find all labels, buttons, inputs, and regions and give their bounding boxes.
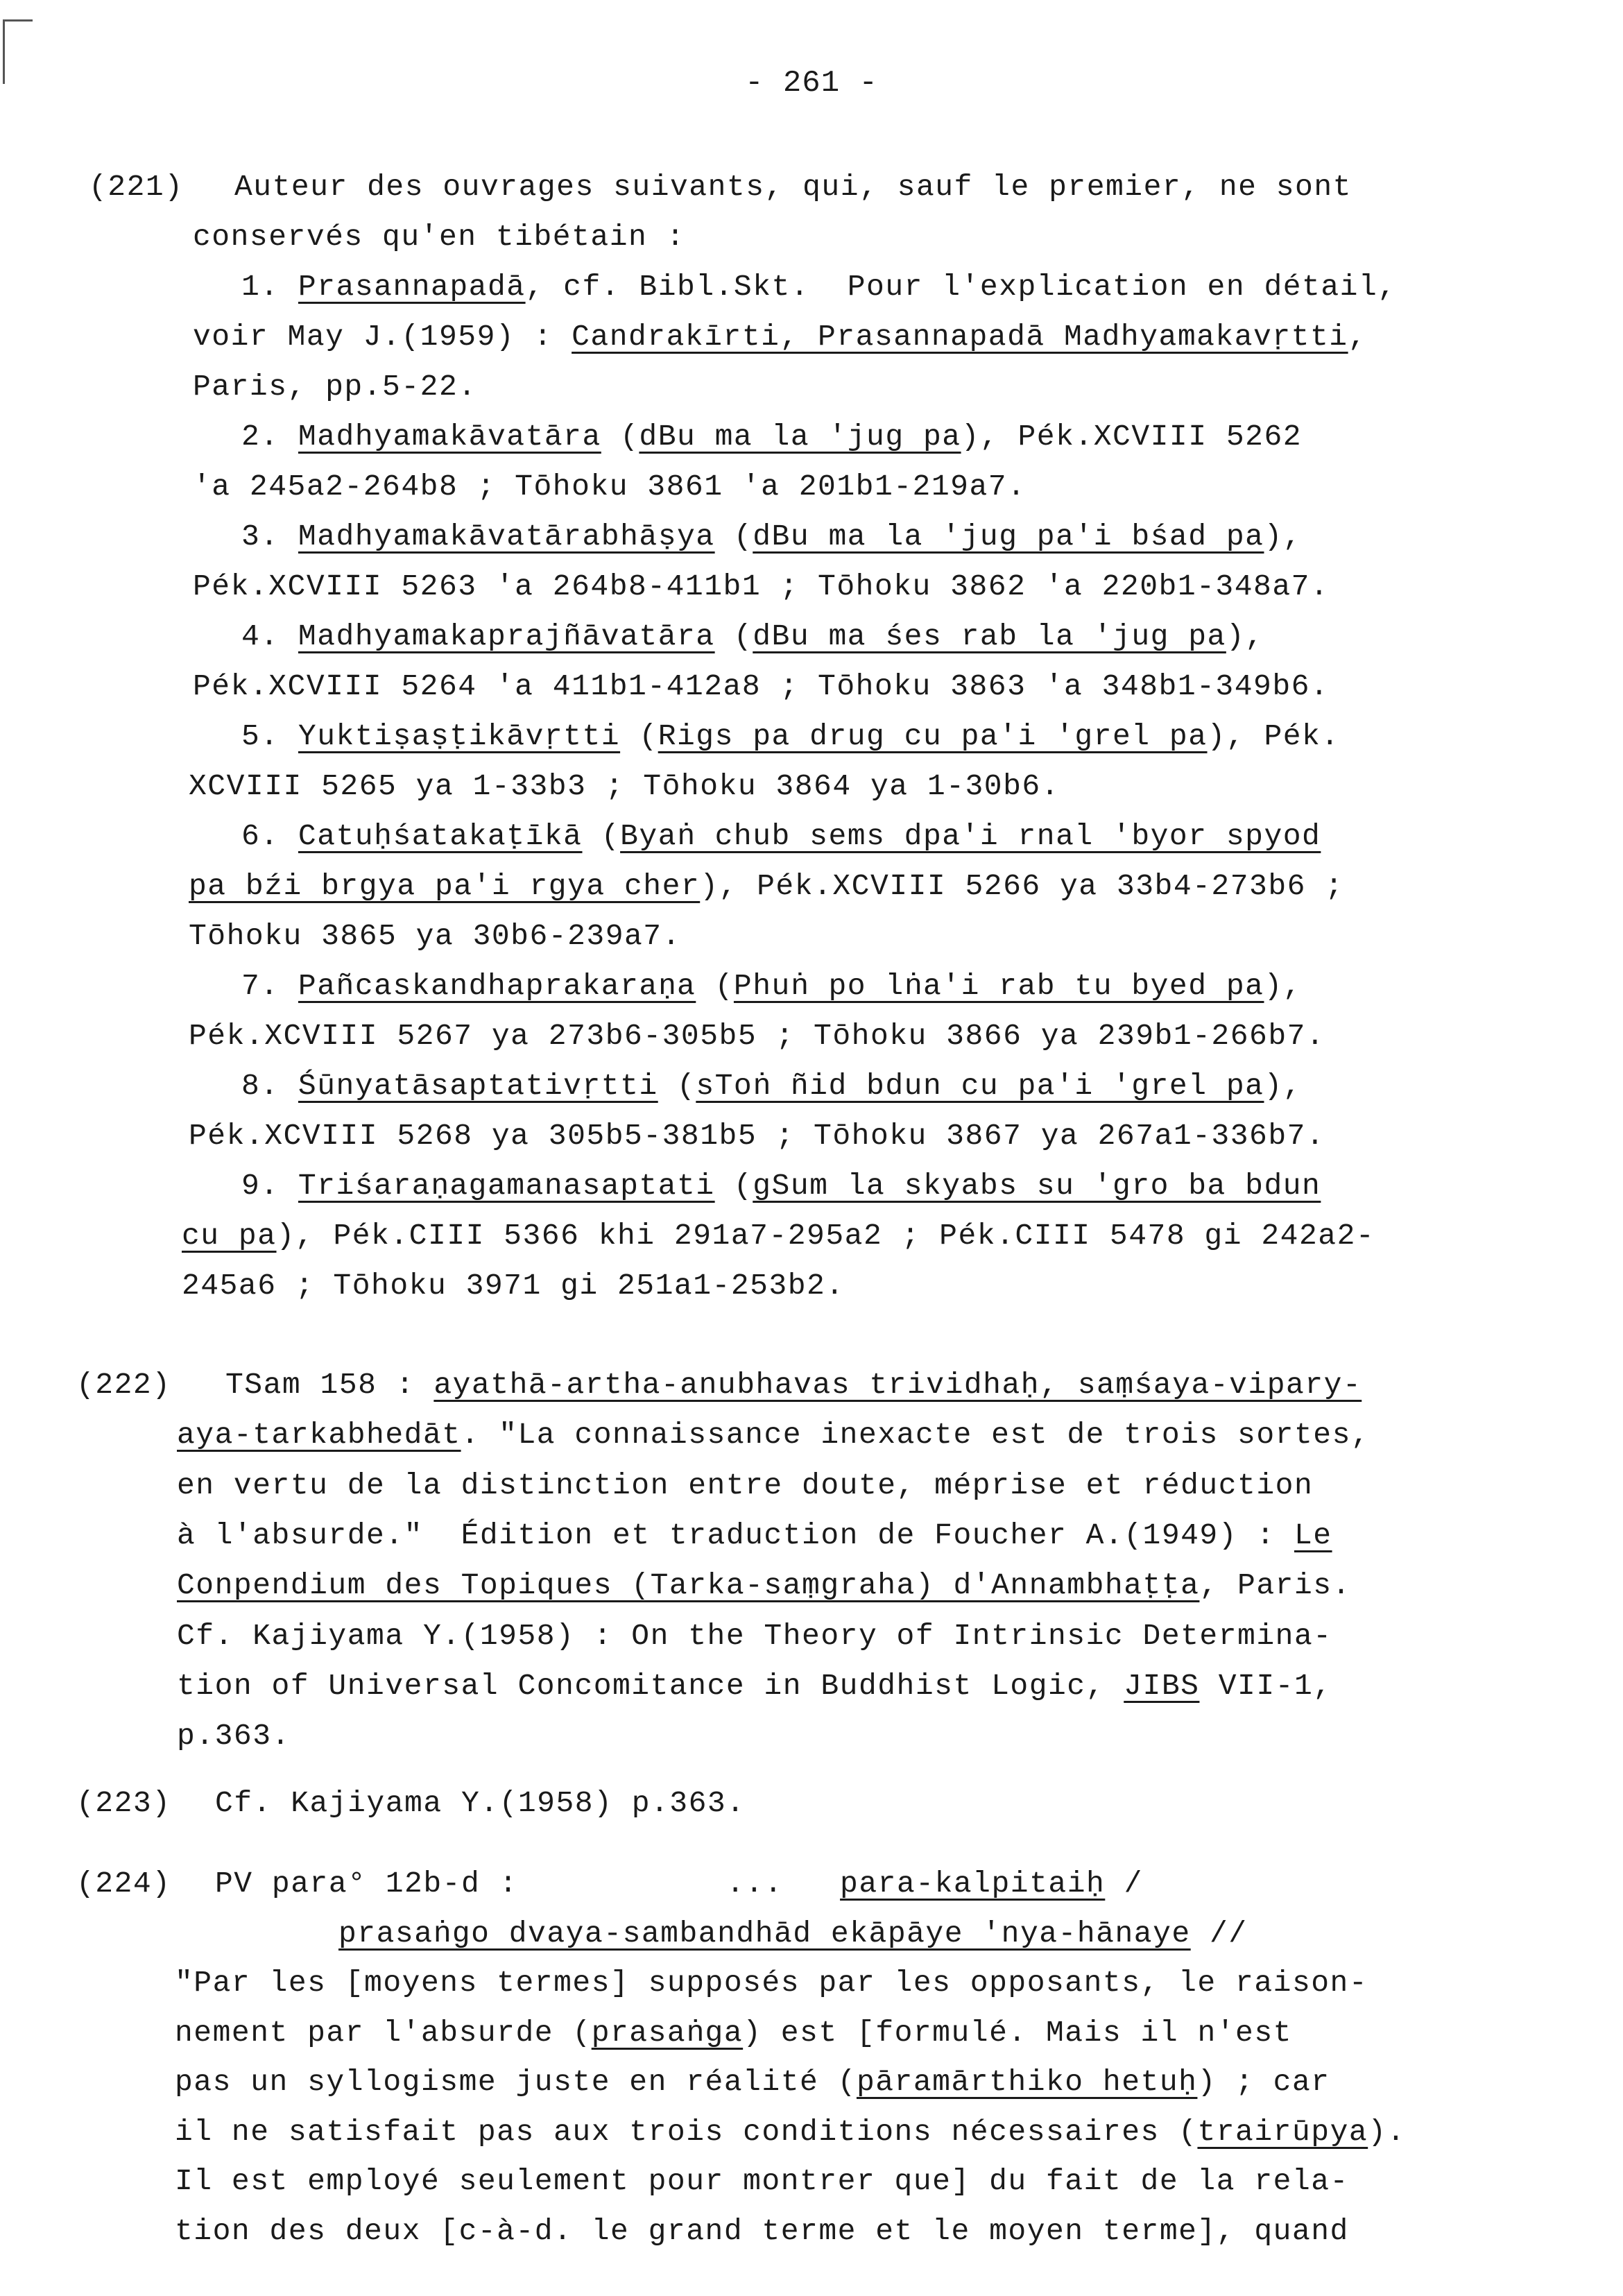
text-segment: /: [1105, 1867, 1143, 1901]
note-line: [175, 1968, 1368, 1998]
text-segment: , cf. Bibl.Skt. Pour l'explication en détail,: [525, 270, 1397, 304]
text-segment: Cf. Kajiyama Y.(1958) p.363.: [215, 1786, 746, 1820]
text-segment: (: [714, 1169, 753, 1203]
note-line: [177, 1468, 1314, 1502]
note-line: [241, 422, 1302, 452]
text-segment: à l'absurde." Édition et traduction de Foucher A.(1949) :: [177, 1518, 1294, 1552]
text-segment: 'a 245a2-264b8 ; Tōhoku 3861 'a 201b1-219a7.: [193, 470, 1027, 504]
underlined-title: Śūnyatāsaptativṛtti: [298, 1069, 658, 1103]
note-line: [177, 1719, 291, 1754]
underlined-title: cu pa: [182, 1219, 277, 1253]
page-number: - 261 -: [745, 66, 878, 101]
text-segment: en vertu de la distinction entre doute, méprise et réduction: [177, 1468, 1314, 1502]
text-segment: Paris, pp.5-22.: [193, 370, 477, 404]
text-segment: (: [714, 619, 753, 653]
note-line: [241, 971, 1302, 1001]
text-segment: il ne satisfait pas aux trois conditions nécessaires (: [175, 2114, 1198, 2149]
text-segment: XCVIII 5265 ya 1-33b3 ; Tōhoku 3864 ya 1-30b6.: [189, 769, 1060, 803]
note-line: [177, 1418, 1371, 1453]
note-line: [193, 222, 685, 252]
text-segment: PV para° 12b-d : ...: [215, 1867, 841, 1901]
note-line: [234, 172, 1352, 202]
text-segment: conservés qu'en tibétain :: [193, 220, 685, 254]
text-segment: voir May J.(1959) :: [193, 320, 572, 354]
note-line: [175, 2166, 1349, 2196]
note-line: [193, 372, 477, 402]
underlined-title: Catuḥśatakaṭīkā: [298, 819, 583, 853]
underlined-title: Conpendium des Topiques (Tarka-saṃgraha) d'Annambhaṭṭa: [177, 1568, 1200, 1603]
note-line: [193, 322, 1367, 352]
text-segment: Pék.XCVIII 5264 'a 411b1-412a8 ; Tōhoku 3863 'a 348b1-349b6.: [193, 669, 1330, 703]
text-segment: . "La connaissance inexacte est de trois sortes,: [461, 1418, 1371, 1453]
note-line: [177, 1568, 1351, 1603]
text-segment: 7.: [241, 969, 298, 1003]
text-segment: "Par les [moyens termes] supposés par les opposants, le raison-: [175, 1966, 1368, 2000]
underlined-title: aya-tarkabhedāt: [177, 1418, 461, 1453]
note-line: [338, 1916, 1248, 1951]
underlined-title: pāramārthiko hetuḥ: [856, 2065, 1198, 2099]
text-segment: 6.: [241, 819, 298, 853]
text-segment: 2.: [241, 420, 298, 454]
underlined-title: Yuktiṣaṣṭikāvṛtti: [298, 719, 621, 753]
text-segment: tion des deux [c-à-d. le grand terme et le moyen terme], quand: [175, 2213, 1349, 2248]
text-segment: , Paris.: [1199, 1568, 1351, 1603]
note-line: [182, 1271, 845, 1301]
note-number: (224): [76, 1867, 171, 1901]
text-segment: (: [714, 520, 753, 554]
text-segment: p.363.: [177, 1719, 291, 1754]
text-segment: Tōhoku 3865 ya 30b6-239a7.: [189, 919, 681, 953]
note-line: [177, 1618, 1332, 1653]
underlined-title: gSum la skyabs su 'gro ba bdun: [753, 1169, 1321, 1203]
underlined-title: Madhyamakāvatārabhāṣya: [298, 520, 715, 554]
text-segment: 5.: [241, 719, 298, 753]
text-segment: ,: [1348, 320, 1367, 354]
underlined-title: Phuṅ po lṅa'i rab tu byed pa: [733, 969, 1264, 1003]
underlined-title: prasaṅgo dvaya-sambandhād ekāpāye 'nya-hānaye: [338, 1916, 1191, 1951]
note-number: (222): [76, 1368, 171, 1402]
text-segment: Pék.XCVIII 5268 ya 305b5-381b5 ; Tōhoku 3867 ya 267a1-336b7.: [189, 1119, 1325, 1153]
text-segment: ).: [1368, 2114, 1406, 2149]
note-line: [189, 871, 1344, 901]
underlined-title: prasaṅga: [591, 2015, 744, 2050]
text-segment: pas un syllogisme juste en réalité (: [175, 2065, 857, 2099]
text-segment: tion of Universal Concomitance in Buddhist Logic,: [177, 1668, 1124, 1703]
text-segment: Pék.XCVIII 5263 'a 264b8-411b1 ; Tōhoku 3862 'a 220b1-348a7.: [193, 569, 1330, 603]
text-segment: Auteur des ouvrages suivants, qui, sauf le premier, ne sont: [234, 170, 1352, 204]
text-segment: 245a6 ; Tōhoku 3971 gi 251a1-253b2.: [182, 1269, 845, 1303]
text-segment: ),: [1264, 520, 1303, 554]
note-line: [215, 1869, 1143, 1899]
text-segment: ) est [formulé. Mais il n'est: [743, 2015, 1292, 2050]
text-segment: 3.: [241, 520, 298, 554]
text-segment: ), Pék.: [1207, 719, 1340, 753]
underlined-title: Rigs pa drug cu pa'i 'grel pa: [658, 719, 1208, 753]
note-line: [215, 1788, 746, 1818]
note-line: [177, 1668, 1332, 1703]
text-segment: 9.: [241, 1169, 298, 1203]
text-segment: 8.: [241, 1069, 298, 1103]
note-line: [175, 2015, 1292, 2050]
underlined-title: sToṅ ñid bdun cu pa'i 'grel pa: [696, 1069, 1264, 1103]
underlined-title: Byaṅ chub sems dpa'i rnal 'byor spyod: [620, 819, 1321, 853]
text-segment: nement par l'absurde (: [175, 2015, 592, 2050]
underlined-title: ayathā-artha-anubhavas trividhaḥ, saṃśaya-vipary-: [433, 1368, 1362, 1402]
text-segment: (: [601, 420, 639, 454]
text-segment: 4.: [241, 619, 298, 653]
underlined-title: dBu ma śes rab la 'jug pa: [753, 619, 1226, 653]
text-segment: ), Pék.CIII 5366 khi 291a7-295a2 ; Pék.CIII 5478 gi 242a2-: [276, 1219, 1375, 1253]
text-segment: TSam 158 :: [225, 1368, 434, 1402]
note-line: [241, 520, 1303, 554]
underlined-title: Madhyamakāvatāra: [298, 420, 601, 454]
text-segment: Cf. Kajiyama Y.(1958) : On the Theory of Intrinsic Determina-: [177, 1618, 1332, 1653]
underlined-title: trairūpya: [1197, 2114, 1368, 2149]
text-segment: Pék.XCVIII 5267 ya 273b6-305b5 ; Tōhoku 3866 ya 239b1-266b7.: [189, 1019, 1325, 1053]
text-segment: ),: [1226, 619, 1264, 653]
text-segment: ) ; car: [1197, 2065, 1330, 2099]
note-line: [182, 1221, 1375, 1251]
text-segment: ),: [1264, 1069, 1303, 1103]
text-segment: VII-1,: [1199, 1668, 1332, 1703]
note-line: [193, 671, 1329, 701]
underlined-title: Madhyamakaprajñāvatāra: [298, 619, 715, 653]
note-line: [189, 1021, 1325, 1051]
underlined-title: Candrakīrti, Prasannapadā Madhyamakavṛtti: [572, 320, 1348, 354]
note-line: [189, 1121, 1325, 1151]
underlined-title: dBu ma la 'jug pa: [639, 420, 961, 454]
underlined-title: Pañcaskandhaprakaraṇa: [298, 969, 696, 1003]
underlined-title: JIBS: [1124, 1668, 1200, 1703]
note-line: [193, 472, 1026, 502]
text-segment: (: [582, 819, 621, 853]
text-segment: Il est employé seulement pour montrer que] du fait de la rela-: [175, 2164, 1349, 2198]
note-line: [241, 619, 1264, 653]
note-line: [189, 921, 681, 951]
note-number: (223): [76, 1786, 171, 1820]
note-number: (221): [89, 170, 184, 204]
note-line: [193, 569, 1330, 603]
note-line: [241, 1171, 1321, 1201]
text-segment: ),: [1264, 969, 1303, 1003]
text-segment: (: [696, 969, 734, 1003]
underlined-title: para-kalpitaiḥ: [840, 1867, 1106, 1901]
underlined-title: pa bźi brgya pa'i rgya cher: [189, 869, 701, 903]
underlined-title: Prasannapadā: [298, 270, 526, 304]
note-line: [189, 771, 1060, 801]
note-line: [225, 1370, 1362, 1400]
note-line: [175, 2114, 1406, 2149]
text-segment: (: [658, 1069, 696, 1103]
text-segment: //: [1190, 1916, 1248, 1951]
text-segment: 1.: [241, 270, 298, 304]
note-line: [241, 272, 1397, 302]
note-line: [241, 721, 1340, 751]
note-line: [241, 1071, 1302, 1101]
text-segment: ), Pék.XCVIII 5262: [961, 420, 1303, 454]
note-line: [241, 821, 1321, 851]
note-line: [175, 2213, 1349, 2248]
note-line: [177, 1520, 1332, 1550]
text-segment: (: [620, 719, 658, 753]
note-line: [175, 2067, 1330, 2097]
text-segment: ), Pék.XCVIII 5266 ya 33b4-273b6 ;: [700, 869, 1344, 903]
underlined-title: Le: [1294, 1518, 1332, 1552]
underlined-title: Triśaraṇagamanasaptati: [298, 1169, 715, 1203]
underlined-title: dBu ma la 'jug pa'i bśad pa: [753, 520, 1264, 554]
